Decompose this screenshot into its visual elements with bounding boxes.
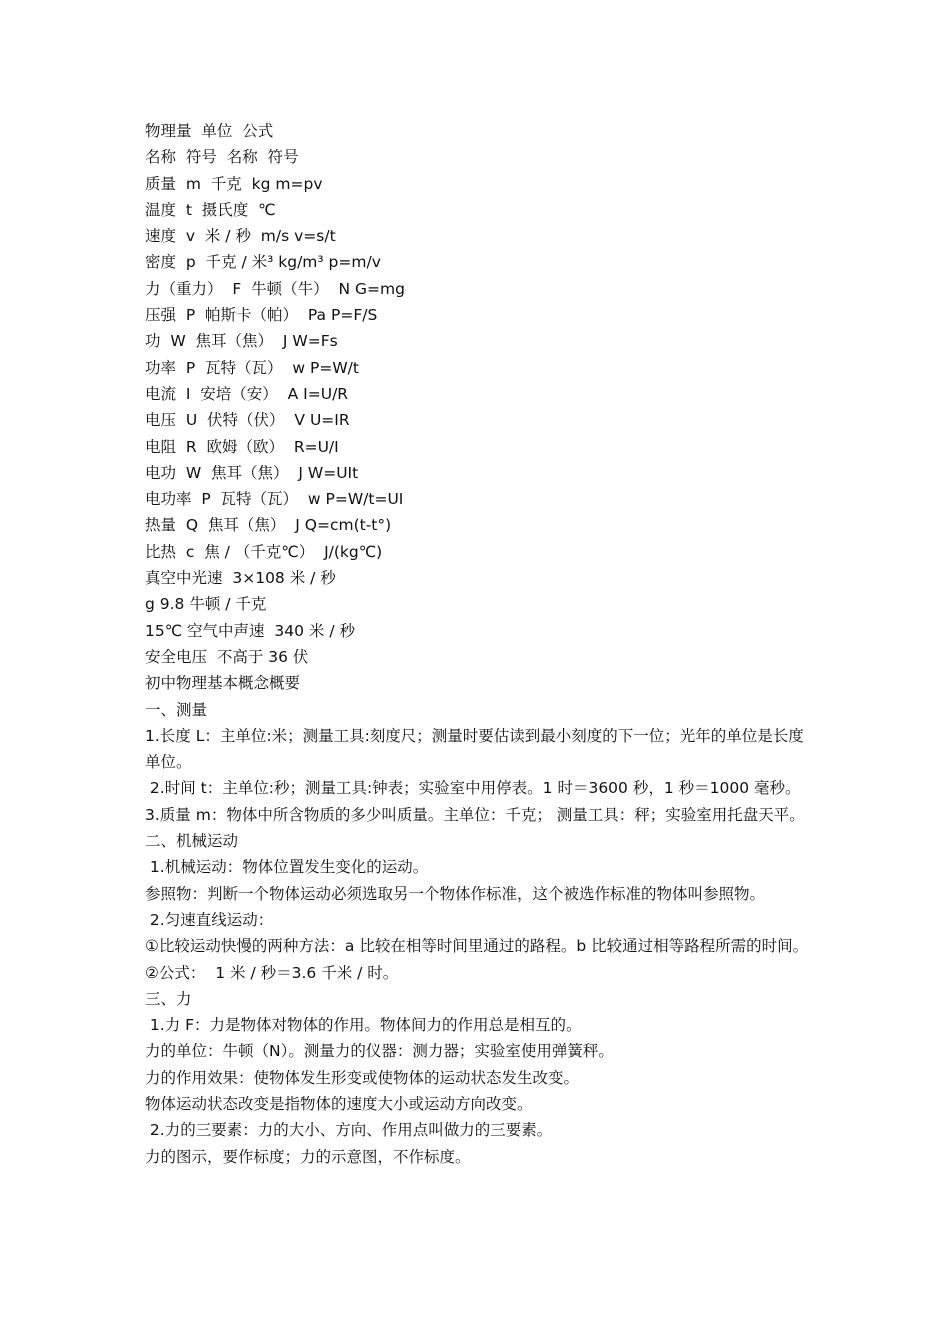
table-row-force: 力（重力） F 牛顿（牛） N G=mg — [145, 279, 405, 298]
paragraph-force-elements: 2.力的三要素：力的大小、方向、作用点叫做力的三要素。 — [145, 1121, 553, 1140]
paragraph-motion-state: 物体运动状态改变是指物体的速度大小或运动方向改变。 — [145, 1094, 533, 1113]
heading-mechanical-motion: 二、机械运动 — [145, 832, 239, 851]
constant-light-speed: 真空中光速 3×108 米 / 秒 — [145, 569, 336, 588]
table-row-electric-power: 电功率 P 瓦特（瓦） w P=W/t=UI — [145, 490, 404, 509]
constant-sound-speed: 15℃ 空气中声速 340 米 / 秒 — [145, 621, 355, 640]
paragraph-mass: 3.质量 m：物体中所含物质的多少叫质量。主单位：千克； 测量工具：秤；实验室用托盘天平。 — [145, 805, 805, 824]
paragraph-time: 2.时间 t：主单位:秒；测量工具:钟表；实验室中用停表。1 时＝3600 秒，1 秒＝1000 毫秒。 — [145, 779, 801, 798]
section-title: 初中物理基本概念概要 — [145, 674, 301, 693]
table-row-mass: 质量 m 千克 kg m=pv — [145, 174, 323, 193]
constant-safe-voltage: 安全电压 不高于 36 伏 — [145, 647, 309, 666]
table-row-work: 功 W 焦耳（焦） J W=Fs — [145, 332, 338, 351]
table-row-specific-heat: 比热 c 焦 / （千克℃） J/(kg℃) — [145, 542, 383, 561]
constant-gravity: g 9.8 牛顿 / 千克 — [145, 595, 267, 614]
table-subheader-row: 名称 符号 名称 符号 — [145, 148, 299, 167]
table-row-pressure: 压强 P 帕斯卡（帕） Pa P=F/S — [145, 306, 378, 325]
table-row-velocity: 速度 v 米 / 秒 m/s v=s/t — [145, 227, 336, 246]
table-row-heat: 热量 Q 焦耳（焦） J Q=cm(t-t°) — [145, 516, 392, 535]
heading-measurement: 一、测量 — [145, 700, 208, 719]
paragraph-mechanical-motion: 1.机械运动：物体位置发生变化的运动。 — [145, 858, 429, 877]
table-row-resistance: 电阻 R 欧姆（欧） R=U/I — [145, 437, 339, 456]
paragraph-speed-comparison: ①比较运动快慢的两种方法：a 比较在相等时间里通过的路程。b 比较通过相等路程所需的时间。 — [145, 937, 809, 956]
paragraph-reference-object: 参照物：判断一个物体运动必须选取另一个物体作标准，这个被选作标准的物体叫参照物。 — [145, 884, 766, 903]
paragraph-uniform-motion: 2.匀速直线运动： — [145, 910, 274, 929]
table-header-row: 物理量 单位 公式 — [145, 122, 274, 140]
paragraph-force-definition: 1.力 F：力是物体对物体的作用。物体间力的作用总是相互的。 — [145, 1016, 582, 1035]
table-row-voltage: 电压 U 伏特（伏） V U=IR — [145, 411, 350, 430]
paragraph-force-effect: 力的作用效果：使物体发生形变或使物体的运动状态发生改变。 — [145, 1068, 580, 1087]
paragraph-force-diagram: 力的图示，要作标度；力的示意图，不作标度。 — [145, 1147, 471, 1166]
table-row-current: 电流 I 安培（安） A I=U/R — [145, 384, 349, 403]
table-row-temperature: 温度 t 摄氏度 ℃ — [145, 200, 276, 219]
table-row-power: 功率 P 瓦特（瓦） w P=W/t — [145, 358, 359, 377]
table-row-electric-work: 电功 W 焦耳（焦） J W=UIt — [145, 463, 359, 482]
table-row-density: 密度 p 千克 / 米³ kg/m³ p=m/v — [145, 253, 381, 272]
paragraph-force-unit: 力的单位：牛顿（N）。测量力的仪器：测力器；实验室使用弹簧秤。 — [145, 1042, 614, 1061]
paragraph-speed-formula: ②公式： 1 米 / 秒＝3.6 千米 / 时。 — [145, 963, 399, 982]
document-body — [145, 118, 810, 1170]
paragraph-length: 1.长度 L：主单位:米；测量工具:刻度尺；测量时要估读到最小刻度的下一位；光年的单位是长度单位。 — [145, 726, 804, 772]
heading-force: 三、力 — [145, 989, 192, 1008]
